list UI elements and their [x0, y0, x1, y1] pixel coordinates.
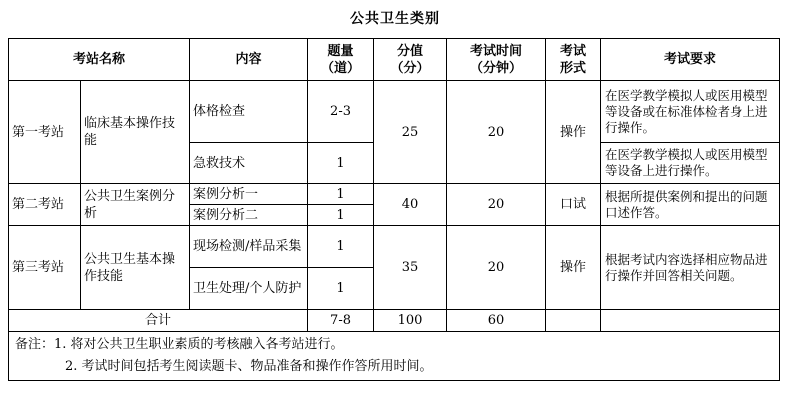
station-2-score: 40: [374, 184, 447, 226]
station-1-item-2-count: 1: [308, 143, 374, 184]
total-count: 7-8: [308, 310, 374, 332]
station-3-name: 公共卫生基本操作技能: [81, 226, 190, 310]
table-row: [9, 184, 780, 205]
note-line-2: 2. 考试时间包括考生阅读题卡、物品准备和操作作答所用时间。: [65, 359, 433, 374]
header-content: 内容: [190, 39, 308, 81]
station-2-time: 20: [447, 184, 546, 226]
station-1-item-2-content: 急救技术: [190, 143, 308, 184]
station-2-form: 口试: [546, 184, 601, 226]
station-2-requirement: 根据所提供案例和提出的问题口述作答。: [601, 184, 780, 226]
station-1-item-1-count: 2-3: [308, 81, 374, 143]
exam-table: [8, 38, 780, 381]
station-2-item-2-content: 案例分析二: [190, 205, 308, 226]
station-2-no: 第二考站: [9, 184, 81, 226]
notes-row: [9, 332, 780, 381]
station-2-name: 公共卫生案例分析: [81, 184, 190, 226]
total-row: [9, 310, 780, 332]
station-3-score: 35: [374, 226, 447, 310]
table-row: [9, 226, 780, 268]
station-3-item-1-content: 现场检测/样品采集: [190, 226, 308, 268]
header-form: 考试 形式: [546, 39, 601, 81]
header-count: 题量 （道）: [308, 39, 374, 81]
header-requirement: 考试要求: [601, 39, 780, 81]
station-3-item-2-content: 卫生处理/个人防护: [190, 268, 308, 310]
table-row: [9, 81, 780, 143]
header-row: [9, 39, 780, 81]
station-1-no: 第一考站: [9, 81, 81, 184]
total-time: 60: [447, 310, 546, 332]
station-2-item-1-content: 案例分析一: [190, 184, 308, 205]
header-score: 分值 （分）: [374, 39, 447, 81]
station-3-item-1-count: 1: [308, 226, 374, 268]
station-1-item-1-content: 体格检查: [190, 81, 308, 143]
station-1-item-1-requirement: 在医学教学模拟人或医用模型等设备或在标准体检者身上进行操作。: [601, 81, 780, 143]
station-2-item-2-count: 1: [308, 205, 374, 226]
station-3-time: 20: [447, 226, 546, 310]
station-3-no: 第三考站: [9, 226, 81, 310]
notes: [9, 332, 780, 381]
station-3-requirement: 根据考试内容选择相应物品进行操作并回答相关问题。: [601, 226, 780, 310]
note-line-1: 备注：1. 将对公共卫生职业素质的考核融入各考站进行。: [15, 337, 344, 352]
total-requirement-empty: [601, 310, 780, 332]
station-3-item-2-count: 1: [308, 268, 374, 310]
total-score: 100: [374, 310, 447, 332]
station-1-form: 操作: [546, 81, 601, 184]
station-3-form: 操作: [546, 226, 601, 310]
total-form-empty: [546, 310, 601, 332]
station-2-item-1-count: 1: [308, 184, 374, 205]
header-station-name: 考站名称: [9, 39, 190, 81]
station-1-time: 20: [447, 81, 546, 184]
total-label: 合计: [9, 310, 308, 332]
station-1-score: 25: [374, 81, 447, 184]
station-1-item-2-requirement: 在医学教学模拟人或医用模型等设备上进行操作。: [601, 143, 780, 184]
header-time: 考试时间 （分钟）: [447, 39, 546, 81]
table-title: 公共卫生类别: [350, 11, 440, 27]
station-1-name: 临床基本操作技能: [81, 81, 190, 184]
